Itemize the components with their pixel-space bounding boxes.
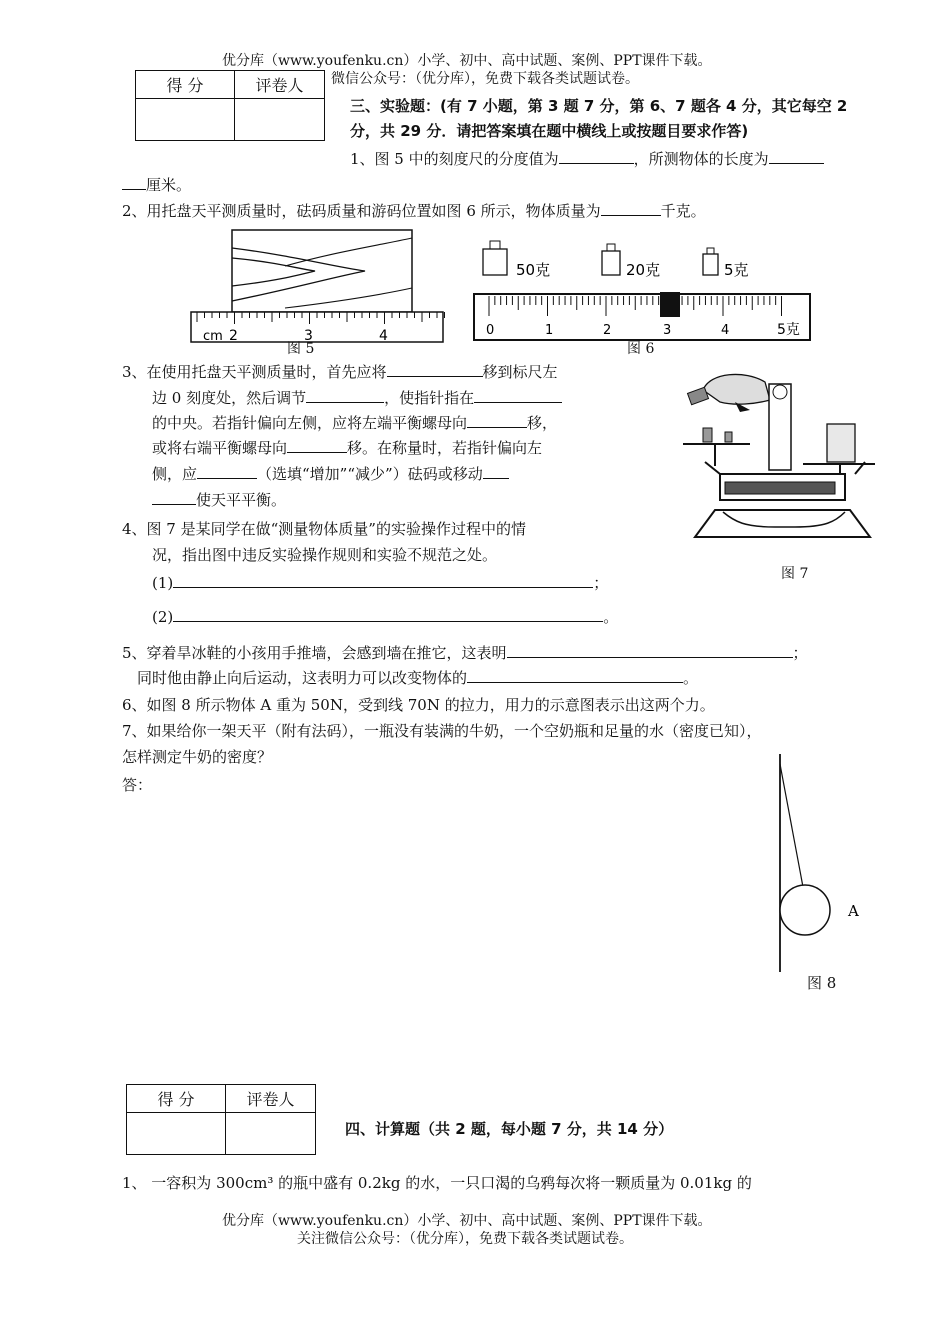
q3-blank-4[interactable]	[467, 413, 527, 428]
q5-blank-1[interactable]	[507, 643, 793, 658]
question-3-line6: 使天平平衡。	[152, 489, 286, 510]
grader-cell[interactable]	[226, 1113, 316, 1155]
weight-label-20: 20克	[626, 261, 661, 279]
string-line	[780, 764, 803, 887]
grader-cell[interactable]	[235, 99, 325, 141]
measured-object	[232, 230, 412, 312]
q3-blank-1[interactable]	[387, 362, 483, 377]
question-4-line1: 4、图 7 是某同学在做“测量物体质量”的实验操作过程中的情	[122, 520, 526, 538]
score-col-label: 得 分	[136, 71, 235, 99]
question-5-line2: 同时他由静止向后运动，这表明力可以改变物体的 。	[137, 669, 699, 687]
weight-label-50: 50克	[516, 261, 551, 279]
question-4-line2: 况，指出图中违反实验操作规则和实验不规范之处。	[152, 546, 498, 564]
grader-col-label: 评卷人	[226, 1085, 316, 1113]
q1-blank-2-cont[interactable]	[122, 175, 146, 190]
calc-question-1: 1、 一容积为 300cm³ 的瓶中盛有 0.2kg 的水，一只口渴的乌鸦每次将一颗质量为 0.01kg 的	[122, 1174, 752, 1192]
figure-5-ruler	[185, 226, 450, 346]
q4-answer-2[interactable]	[173, 607, 603, 622]
grader-col-label: 评卷人	[235, 71, 325, 99]
section3-title-line2: 分，共 29 分．请把答案填在题中横线上或按题目要求作答)	[350, 122, 749, 140]
ruler-tick-label: 3	[304, 328, 313, 344]
q1-blank-2[interactable]	[769, 149, 824, 164]
score-cell[interactable]	[136, 99, 235, 141]
question-6: 6、如图 8 所示物体 A 重为 50N，受到线 70N 的拉力，用力的示意图表示出这两个力。	[122, 696, 715, 714]
scale-label: 3	[663, 323, 672, 338]
question-3-line1: 3、在使用托盘天平测质量时，首先应将 移到标尺左	[122, 363, 558, 381]
weight-5g-icon	[703, 248, 718, 275]
figure-7-balance	[675, 362, 885, 547]
ball-label: A	[848, 902, 859, 920]
hand-icon	[703, 374, 770, 404]
ruler-tick-label: 4	[379, 328, 388, 344]
q3-blank-3[interactable]	[474, 388, 562, 403]
figure-5-caption: 图 5	[287, 341, 315, 357]
score-table-1	[135, 70, 325, 141]
q3-blank-7-cont[interactable]	[152, 490, 196, 505]
q4-answer-1[interactable]	[173, 573, 593, 588]
scale-label: 2	[603, 323, 612, 338]
question-1-line2: 厘米。	[122, 174, 191, 195]
footer-line-1: 优分库（www.youfenku.cn）小学、初中、高中试题、案例、PPT课件下载。	[222, 1213, 712, 1229]
score-table-2	[126, 1084, 316, 1155]
figure-7-caption: 图 7	[781, 566, 809, 582]
weight-20g-icon	[602, 244, 620, 275]
section4-title: 四、计算题（共 2 题，每小题 7 分，共 14 分）	[345, 1120, 674, 1138]
header-line-2: 微信公众号：（优分库），免费下载各类试题试卷。	[331, 71, 639, 87]
q3-blank-2[interactable]	[306, 388, 384, 403]
scale-label: 1	[545, 323, 554, 338]
beaker-icon	[827, 424, 855, 462]
question-3-line4: 或将右端平衡螺母向 移。在称量时，若指针偏向左	[152, 439, 543, 457]
q1-blank-1[interactable]	[559, 149, 634, 164]
section3-title-line1: 三、实验题：(有 7 小题，第 3 题 7 分，第 6、7 题各 4 分，其它每空 2	[350, 97, 848, 115]
rider-slider	[660, 292, 680, 317]
question-5-line1: 5、穿着旱冰鞋的小孩用手推墙，会感到墙在推它，这表明 ；	[122, 644, 808, 662]
weight-50g-icon	[483, 241, 507, 275]
q3-blank-7[interactable]	[483, 464, 509, 479]
question-7-line2: 怎样测定牛奶的密度？	[122, 748, 273, 766]
q3-blank-5[interactable]	[287, 438, 347, 453]
question-4-item-1: (1) ；	[152, 574, 609, 592]
footer-line-2: 关注微信公众号：（优分库），免费下载各类试题试卷。	[297, 1231, 633, 1247]
figure-6-weights-scale	[470, 236, 815, 344]
q2-blank[interactable]	[601, 201, 661, 216]
question-7-answer-label: 答：	[122, 776, 153, 794]
q3-blank-6[interactable]	[197, 464, 257, 479]
q5-blank-2[interactable]	[467, 668, 683, 683]
weight-label-5: 5克	[724, 261, 749, 279]
question-3-line2: 边 0 刻度处，然后调节 ，使指针指在	[152, 387, 562, 408]
figure-8-hanging-ball	[770, 752, 870, 977]
question-7-answer-area[interactable]	[160, 800, 720, 1050]
ruler-tick-label: 2	[229, 328, 238, 344]
question-3-line3: 的中央。若指针偏向左侧，应将左端平衡螺母向 移，	[152, 414, 558, 432]
question-2: 2、用托盘天平测质量时，砝码质量和游码位置如图 6 所示，物体质量为 千克。	[122, 202, 706, 220]
question-4-item-2: (2) 。	[152, 608, 619, 626]
ball-a	[780, 885, 830, 935]
scale-label: 5克	[777, 322, 800, 338]
question-3-line5: 侧，应 （选填“增加”“减少”）砝码或移动	[152, 463, 509, 484]
scale-label: 0	[486, 323, 495, 338]
figure-8-caption: 图 8	[807, 974, 837, 992]
question-7-line1: 7、如果给你一架天平（附有法码），一瓶没有装满的牛奶，一个空奶瓶和足量的水（密度已知），	[122, 722, 762, 740]
score-col-label: 得 分	[127, 1085, 226, 1113]
question-1-line1: 1、图 5 中的刻度尺的分度值为 ，所测物体的长度为	[350, 148, 824, 169]
score-cell[interactable]	[127, 1113, 226, 1155]
figure-6-caption: 图 6	[627, 341, 655, 357]
ruler-unit: cm	[203, 329, 223, 344]
scale-label: 4	[721, 323, 730, 338]
header-line-1: 优分库（www.youfenku.cn）小学、初中、高中试题、案例、PPT课件下载。	[222, 53, 712, 69]
